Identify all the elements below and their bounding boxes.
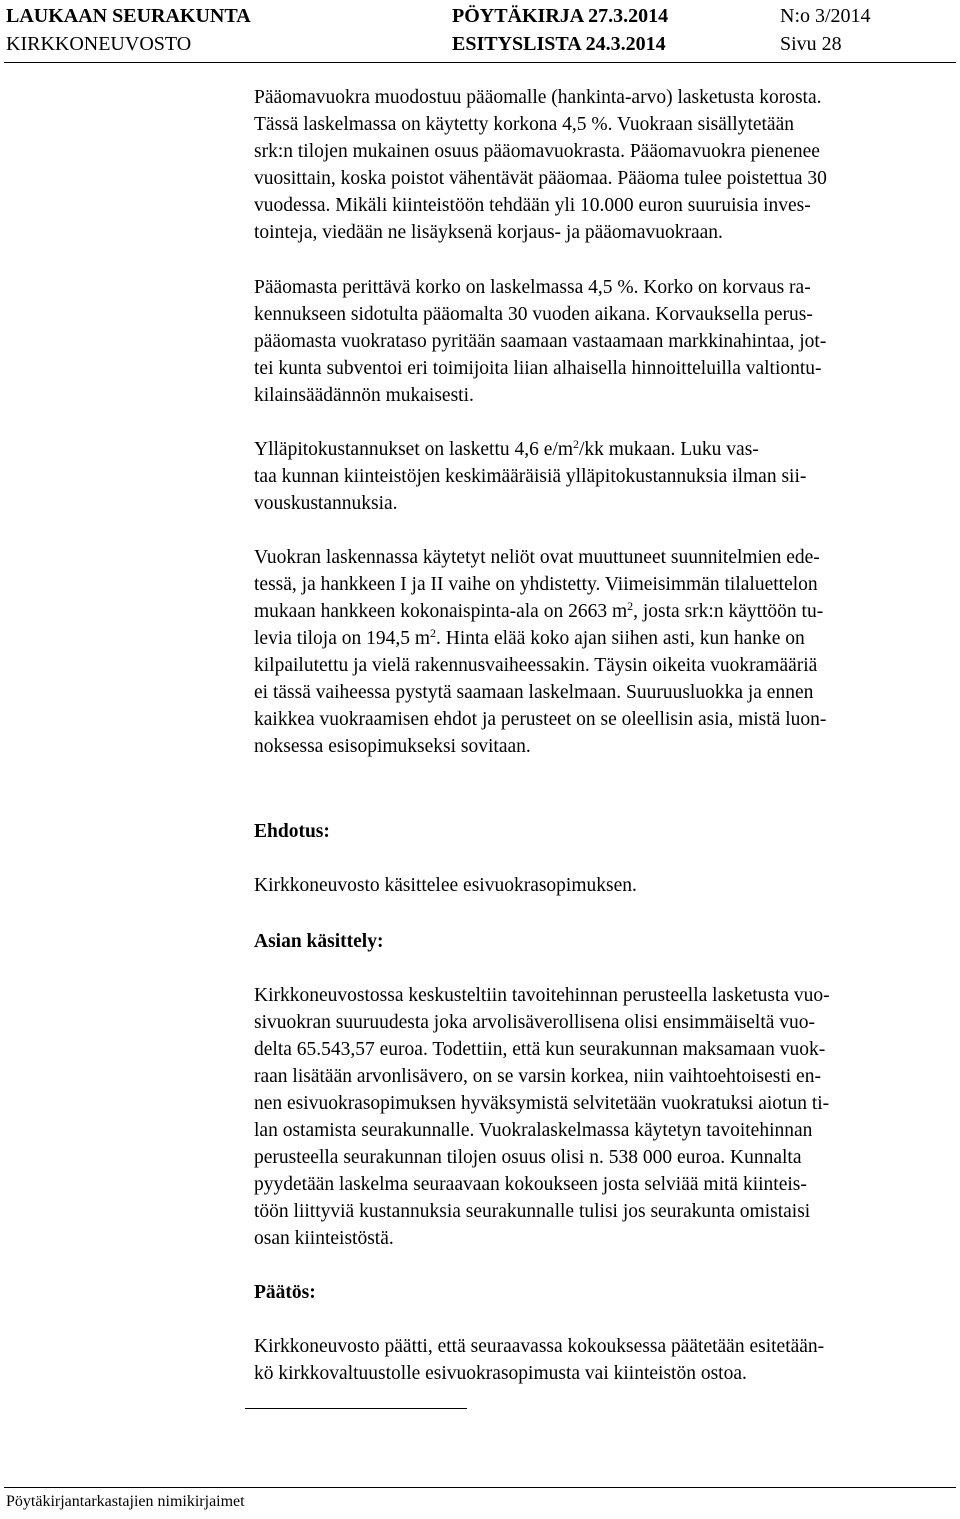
text-line: sivuokran suuruudesta joka arvolisäverollisena olisi ensimmäiseltä vuo- (254, 1012, 816, 1033)
text-line: taa kunnan kiinteistöjen keskimääräisiä ylläpitokustannuksia ilman sii- (254, 466, 807, 487)
text-line: Kirkkoneuvosto päätti, että seuraavassa kokouksessa päätetään esitetään- (254, 1336, 825, 1357)
end-rule (245, 1408, 467, 1409)
page-number: Sivu 28 (780, 33, 842, 55)
paragraph-maintenance-costs (254, 436, 944, 517)
text-line: kö kirkkovaltuustolle esivuokrasopimusta vai kiinteistön ostoa. (254, 1363, 747, 1384)
text-line: tessä, ja hankkeen I ja II vaihe on yhdistetty. Viimeisimmän tilaluettelon (254, 574, 818, 595)
text-line: pyydetään laskelma seuraavaan kokoukseen josta selviää mitä kiinteis- (254, 1174, 807, 1195)
protocol-date: PÖYTÄKIRJA 27.3.2014 (452, 5, 669, 27)
text-line: kilainsäädännön mukaisesti. (254, 385, 474, 406)
proposal-heading: Ehdotus: (254, 821, 330, 842)
discussion-text (254, 982, 944, 1252)
organization-name: LAUKAAN SEURAKUNTA (6, 5, 251, 27)
paragraph-interest (254, 274, 944, 409)
text-line: kaikkea vuokraamisen ehdot ja perusteet on se oleellisin asia, mistä luon- (254, 709, 827, 730)
decision-heading: Päätös: (254, 1282, 316, 1303)
text-line: töön liittyviä kustannuksia seurakunnalle tulisi jos seurakunta omistaisi (254, 1201, 811, 1222)
text-line: delta 65.543,57 euroa. Todettiin, että kun seurakunnan maksamaan vuok- (254, 1039, 826, 1060)
text-line: vuodessa. Mikäli kiinteistöön tehdään yli 10.000 euron suuruisia inves- (254, 195, 811, 216)
text-line: raan lisätään arvonlisävero, on se varsin korkea, niin vaihtoehtoisesti en- (254, 1066, 821, 1087)
text-line: tointeja, viedään ne lisäyksenä korjaus- ja pääomavuokraan. (254, 222, 723, 243)
paragraph-floor-areas (254, 544, 944, 760)
header-divider (4, 62, 956, 63)
text-line: srk:n tilojen mukainen osuus pääomavuokrasta. Pääomavuokra pienenee (254, 141, 820, 162)
text-line: vuosittain, koska poistot vähentävät pääomaa. Pääoma tulee poistettua 30 (254, 168, 827, 189)
text-line: noksessa esisopimukseksi sovitaan. (254, 736, 531, 757)
text-line: vouskustannuksia. (254, 493, 398, 514)
text-line: Kirkkoneuvostossa keskusteltiin tavoitehinnan perusteella lasketusta vuo- (254, 985, 830, 1006)
text-line: levia tiloja on 194,5 $m^2$. Hinta elää koko ajan siihen asti, kun hanke on (254, 626, 805, 649)
text-line: lan ostamista seurakunnalle. Vuokralaskelmassa käytetyn tavoitehinnan (254, 1120, 813, 1141)
text-line: Ylläpitokustannukset on laskettu 4,6 $e/m^2/kk$ mukaan. Luku vas- (254, 437, 759, 460)
text-line: ei tässä vaiheessa pystytä saamaan laskelmaan. Suuruusluokka ja ennen (254, 682, 814, 703)
agenda-date: ESITYSLISTA 24.3.2014 (452, 33, 666, 55)
text-line: nen esivuokrasopimuksen hyväksymistä selvitetään vuokratuksi aiotun ti- (254, 1093, 830, 1114)
text-line: Tässä laskelmassa on käytetty korkona 4,5 %. Vuokraan sisällytetään (254, 114, 794, 135)
text-line: mukaan hankkeen kokonaispinta-ala on 2663 $m^2$, josta srk:n käyttöön tu- (254, 599, 824, 622)
footer-divider (4, 1487, 956, 1488)
paragraph-capital-rent (254, 84, 944, 246)
board-name: KIRKKONEUVOSTO (6, 33, 192, 55)
text-line: tei kunta subventoi eri toimijoita liian alhaisella hinnoitteluilla valtiontu- (254, 358, 822, 379)
text-line: pääomasta vuokrataso pyritään saamaan vastaamaan markkinahintaa, jot- (254, 331, 827, 352)
text-line: Pääomasta perittävä korko on laskelmassa 4,5 %. Korko on korvaus ra- (254, 277, 811, 298)
text-line: kilpailutettu ja vielä rakennusvaiheessakin. Täysin oikeita vuokramääriä (254, 655, 818, 676)
footer-initials-label: Pöytäkirjantarkastajien nimikirjaimet (6, 1493, 245, 1510)
text-line: Kirkkoneuvosto käsittelee esivuokrasopimuksen. (254, 875, 637, 896)
text-line: Pääomavuokra muodostuu pääomalle (hankinta-arvo) lasketusta korosta. (254, 87, 822, 108)
discussion-heading: Asian käsittely: (254, 931, 384, 952)
text-line: perusteella seurakunnan tilojen osuus olisi n. 538 000 euroa. Kunnalta (254, 1147, 802, 1168)
document-number: N:o 3/2014 (780, 5, 871, 27)
text-line: Vuokran laskennassa käytetyt neliöt ovat muuttuneet suunnitelmien ede- (254, 547, 820, 568)
text-line: kennukseen sidotulta pääomalta 30 vuoden aikana. Korvauksella perus- (254, 304, 813, 325)
proposal-text (254, 872, 944, 899)
decision-text (254, 1333, 944, 1387)
text-line: osan kiinteistöstä. (254, 1228, 394, 1249)
